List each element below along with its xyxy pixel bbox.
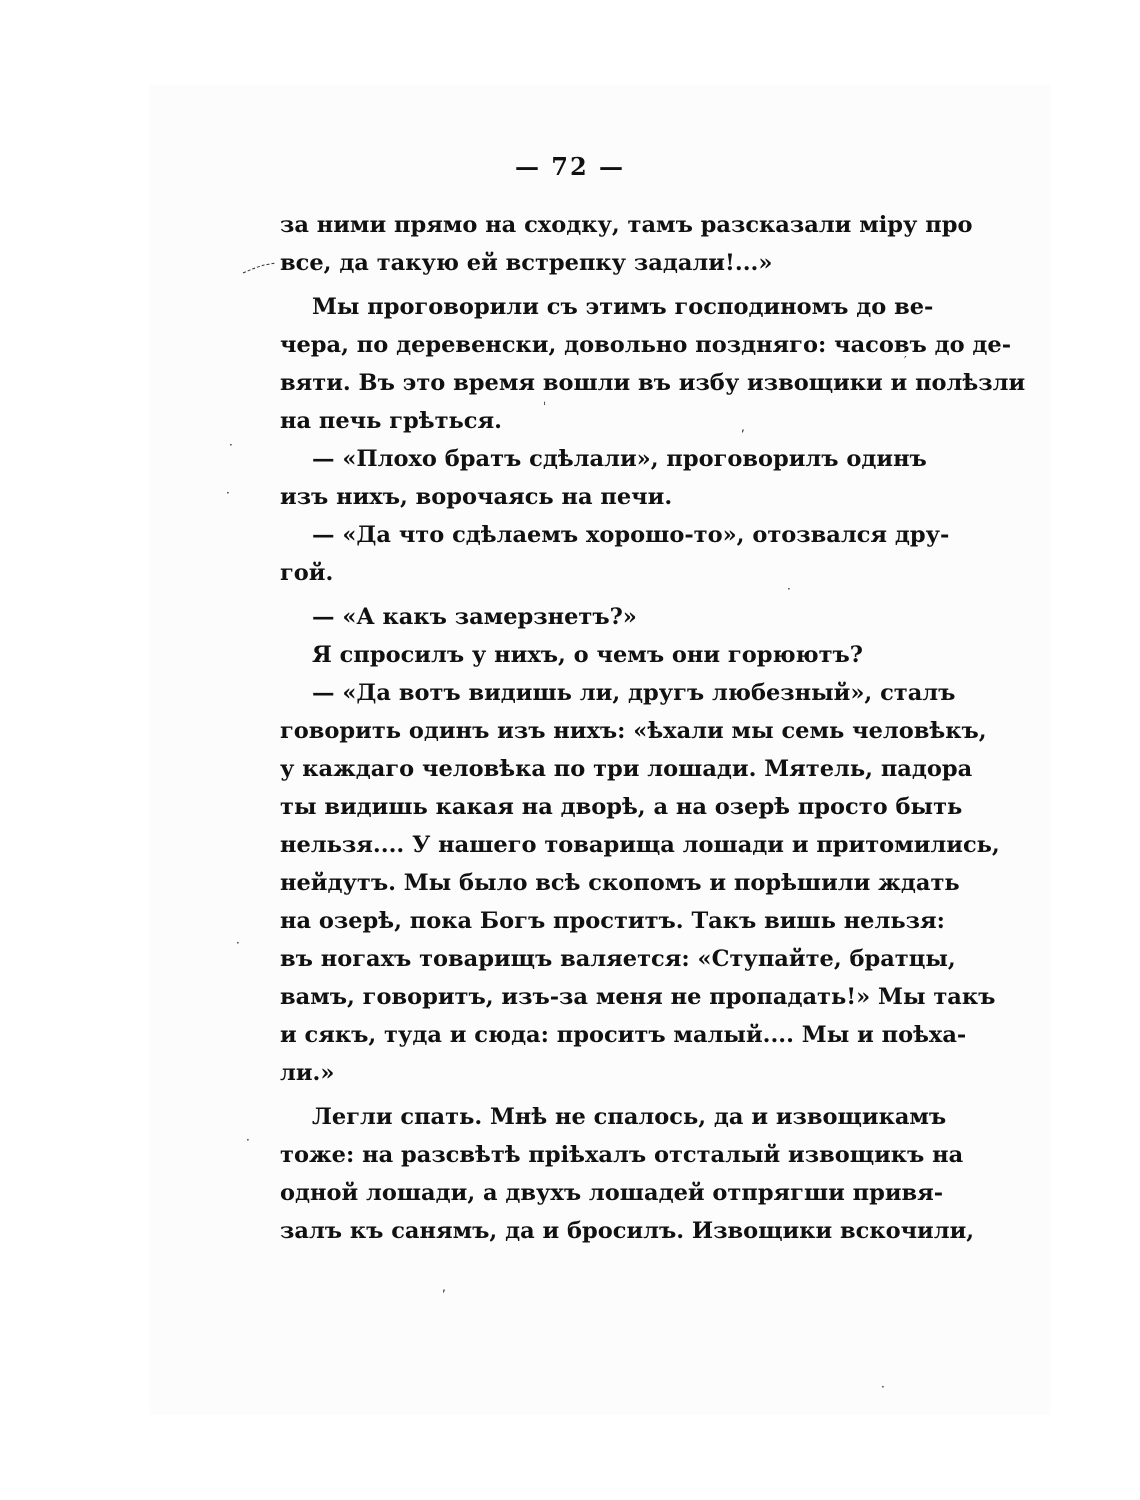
text-line: ты видишь какая на дворѣ, а на озерѣ просто быть [280,794,963,820]
scan-speck: · [236,936,240,950]
pencil-mark-icon [242,262,278,274]
text-line: изъ нихъ, ворочаясь на печи. [280,484,673,510]
text-line: все, да такую ей встрепку задали!...» [280,250,773,276]
text-line: — «Да вотъ видишь ли, другъ любезный», сталъ [312,680,956,706]
text-line: — «А какъ замерзнетъ?» [312,604,637,630]
text-line: за ними прямо на сходку, тамъ разсказали міру про [280,212,973,238]
scan-speck: · [246,1133,250,1147]
text-line: Легли спать. Мнѣ не спалось, да и извощикамъ [312,1104,947,1130]
text-line: гой. [280,560,334,586]
scan-speck: · [881,1380,885,1394]
scan-speck: · [226,486,230,500]
scan-speck: · [787,582,791,596]
text-line: тоже: на разсвѣтѣ пріѣхалъ отсталый извощикъ на [280,1142,964,1168]
text-line: — «Да что сдѣлаемъ хорошо-то», отозвался дру- [312,522,950,548]
text-line: нейдутъ. Мы было всѣ скопомъ и порѣшили ждать [280,870,960,896]
text-line: Мы проговорили съ этимъ господиномъ до ве- [312,294,934,320]
scan-speck: ˈ [543,400,547,414]
text-line: на печь грѣться. [280,408,502,434]
text-line: вяти. Въ это время вошли въ избу извощики и полѣзли [280,370,1026,396]
text-line: въ ногахъ товарищъ валяется: «Ступайте, братцы, [280,946,956,972]
text-line: чера, по деревенски, довольно поздняго: часовъ до де- [280,332,1012,358]
text-line: и сякъ, туда и сюда: проситъ малый.... Мы и поѣха- [280,1022,967,1048]
text-line: ли.» [280,1060,335,1086]
scan-speck: ′ [904,354,907,368]
text-line: у каждаго человѣка по три лошади. Мятель, падора [280,756,973,782]
text-line: залъ къ санямъ, да и бросилъ. Извощики вскочили, [280,1218,975,1244]
scan-speck: , [741,420,745,434]
text-line: одной лошади, а двухъ лошадей отпрягши привя- [280,1180,944,1206]
text-line: нельзя.... У нашего товарища лошади и притомились, [280,832,1000,858]
text-line: говорить одинъ изъ нихъ: «ѣхали мы семь человѣкъ, [280,718,987,744]
page-number: — 72 — [514,152,626,181]
text-line: на озерѣ, пока Богъ проститъ. Такъ вишь нельзя: [280,908,945,934]
text-line: Я спросилъ у нихъ, о чемъ они горюютъ? [312,642,863,668]
scan-speck: · [229,438,233,452]
text-line: — «Плохо братъ сдѣлали», проговорилъ одинъ [312,446,927,472]
text-body [280,206,1026,1250]
text-line: вамъ, говоритъ, изъ-за меня не пропадать!» Мы такъ [280,984,996,1010]
scan-speck: , [442,1280,446,1294]
